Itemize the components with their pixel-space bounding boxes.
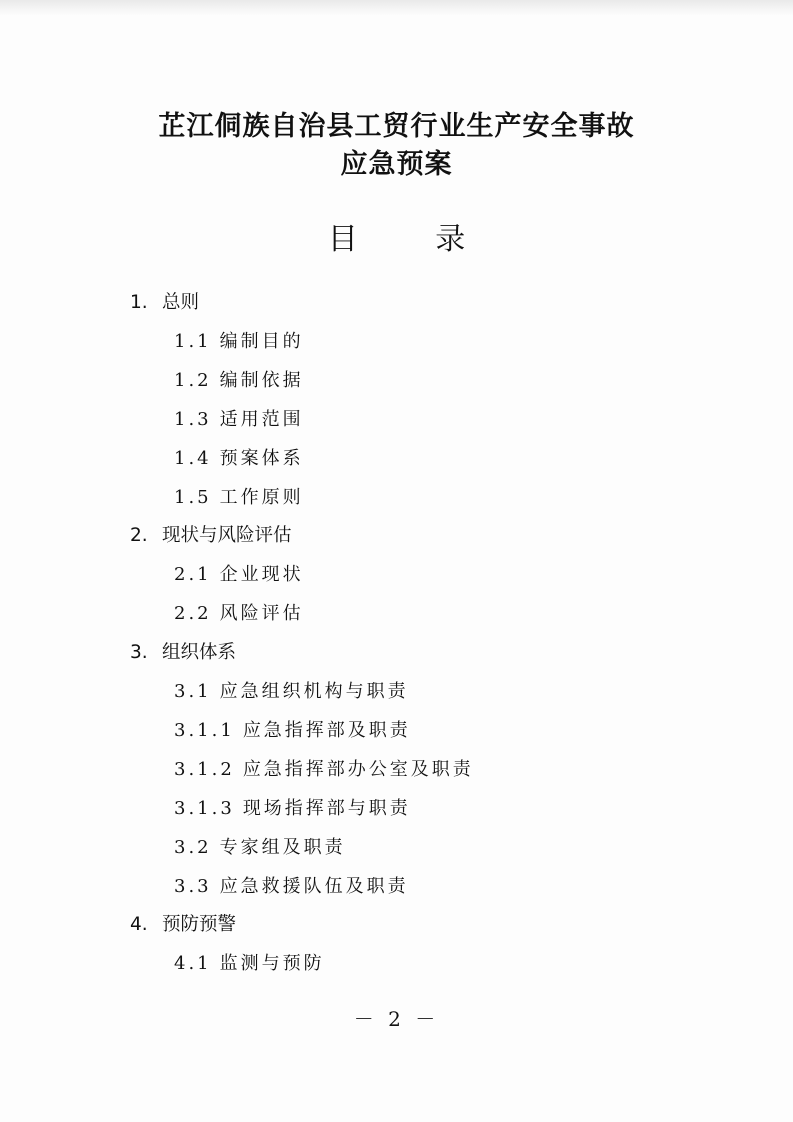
toc-entry-number: 3.1.1	[174, 720, 235, 741]
toc-entry-level-2	[174, 679, 409, 705]
toc-entry-text: 应急指挥部及职责	[242, 720, 411, 741]
toc-entry-text: 适用范围	[219, 409, 304, 430]
toc-entry-text: 企业现状	[219, 564, 304, 585]
toc-entry-level-3	[174, 757, 474, 783]
toc-entry-number: 4.	[130, 914, 148, 935]
toc-entry-number: 2.	[130, 525, 148, 546]
toc-entry-number: 1.3	[174, 409, 212, 430]
toc-entry-text: 应急指挥部办公室及职责	[242, 759, 474, 780]
toc-entry-number: 1.5	[174, 487, 212, 508]
toc-entry-level-2	[174, 874, 409, 900]
toc-entry-level-2	[174, 329, 304, 355]
document-title-line-2: 应急预案	[340, 149, 453, 180]
toc-entry-text: 预防预警	[162, 914, 237, 935]
toc-entry-number: 1.2	[174, 370, 212, 391]
toc-heading: 目 录	[327, 222, 500, 257]
toc-entry-text: 编制目的	[219, 331, 304, 352]
toc-entry-number: 1.	[130, 292, 148, 313]
toc-entry-text: 专家组及职责	[219, 837, 346, 858]
toc-entry-text: 监测与预防	[219, 953, 325, 974]
toc-entry-number: 1.1	[174, 331, 212, 352]
toc-entry-number: 3.2	[174, 837, 212, 858]
toc-entry-text: 组织体系	[162, 642, 237, 663]
toc-entry-level-1	[130, 640, 236, 666]
toc-entry-level-2	[174, 562, 304, 588]
toc-entry-number: 3.1	[174, 681, 212, 702]
toc-entry-level-1	[130, 912, 236, 938]
toc-entry-number: 4.1	[174, 953, 212, 974]
toc-entry-level-2	[174, 485, 304, 511]
toc-entry-text: 预案体系	[219, 448, 304, 469]
toc-entry-level-2	[174, 368, 304, 394]
toc-entry-number: 2.2	[174, 603, 212, 624]
toc-entry-level-2	[174, 835, 346, 861]
toc-entry-text: 编制依据	[219, 370, 304, 391]
toc-entry-level-2	[174, 407, 304, 433]
toc-entry-number: 3.	[130, 642, 148, 663]
toc-entry-text: 应急组织机构与职责	[219, 681, 409, 702]
page-number: － 2 －	[353, 1007, 440, 1031]
toc-entry-text: 总则	[162, 292, 200, 313]
toc-entry-level-3	[174, 796, 411, 822]
toc-entry-text: 风险评估	[219, 603, 304, 624]
toc-entry-number: 1.4	[174, 448, 212, 469]
toc-entry-level-2	[174, 601, 304, 627]
toc-entry-text: 现状与风险评估	[162, 525, 292, 546]
toc-entry-level-1	[130, 523, 292, 549]
toc-entry-number: 2.1	[174, 564, 212, 585]
document-title-line-1: 芷江侗族自治县工贸行业生产安全事故	[158, 111, 635, 142]
toc-entry-number: 3.3	[174, 876, 212, 897]
toc-entry-level-3	[174, 718, 411, 744]
toc-entry-number: 3.1.3	[174, 798, 235, 819]
toc-entry-number: 3.1.2	[174, 759, 235, 780]
toc-entry-level-2	[174, 951, 325, 977]
toc-entry-text: 现场指挥部与职责	[242, 798, 411, 819]
toc-entry-text: 工作原则	[219, 487, 304, 508]
toc-entry-level-1	[130, 290, 199, 316]
toc-entry-level-2	[174, 446, 304, 472]
toc-entry-text: 应急救援队伍及职责	[219, 876, 409, 897]
